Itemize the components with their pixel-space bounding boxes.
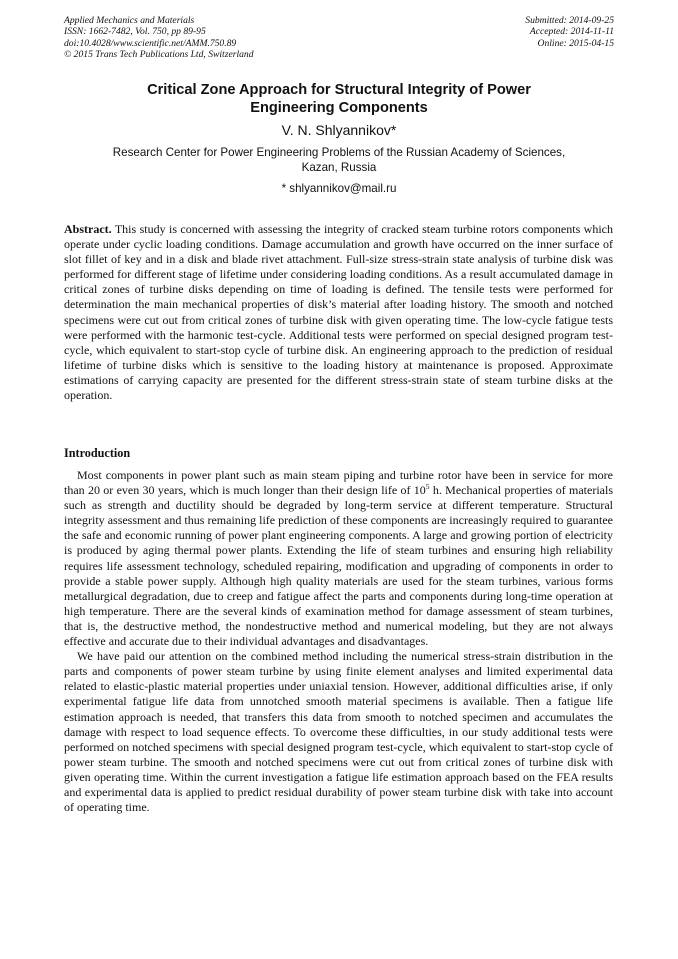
author-email[interactable]: * shlyannikov@mail.ru [281,182,397,195]
journal-issn: ISSN: 1662-7482, Vol. 750, pp 89-95 [64,26,206,38]
section-heading-introduction: Introduction [64,446,131,460]
journal-doi[interactable]: doi:10.4028/www.scientific.net/AMM.750.89 [64,37,237,49]
submitted-date: Submitted: 2014-09-25 [525,15,614,26]
intro-p1-text-a: Most components in power plant such as main steam piping and turbine rotor have been in service for more than 20 or even 30 years, which is much longer than their design life of 10 [64,468,613,498]
abstract [64,222,613,403]
intro-p1-text-b: h. Mechanical properties of materials such as strength and ductility should be degraded by long-term service at different temperature. Structural integrity assessment and thus remaining life prediction of these components are increasingly required to guarantee the safe and economic running of power plant engineering components. A large and growing portion of electricity is produced by aging thermal power plants. Extending the life of steam turbines and ensuring high reliability requires life assessment technology, scheduled repairing, modification and upgrading of components in order to provide a stable power supply. Although high quality materials are used for the steam turbines, various forms metallurgical degradation, due to creep and fatigue affect the parts and components during long-time operation at high temperature. There are the several kinds of examination method for damage assessment of steam turbines, that is, the destructive method, the nondestructive method and numerical modeling, but they are not always effective and accurate due to their individual advantages and disadvantages. [64,483,613,649]
intro-paragraph-2: We have paid our attention on the combined method including the numerical stress-strain distribution in the parts and components of power steam turbine by using finite element analyses and limited experimental data related to elastic-plastic material properties under uniaxial tension. However, additional difficulties arise, if only experimental fatigue life data from unnotched smooth material specimens is available. Then a fatigue life estimation approach is needed, that transfers this data from smooth to notched specimen and accumulates the damage with respect to load sequence effects. To overcome these difficulties, in our study additional tests were performed on notched specimens with special designed program test-cycle, which equivalent to start-stop cycle of power steam turbine. The smooth and notched specimens were cut out from critical zones of turbine disk with given operating time. Within the current investigation a fatigue life estimation approach based on the FEA results and experimental data is applied to predict residual durability of power steam turbine disk with take into account of operating time. [64,649,613,815]
abstract-text: This study is concerned with assessing the integrity of cracked steam turbine rotors components which operate under cyclic loading conditions. Damage accumulation and growth have occurred on the inner surface of slot fillet of key and in a disk and blade rivet attachment. Full-size stress-strain state analysis of turbine disk was performed for different stage of lifetime under considering loading conditions. As a result accumulated damage in critical zones of turbine disks depending on time of loading is defined. The tensile tests were performed for determination the main mechanical properties of disk’s material after loading history. The smooth and notched specimens were cut out from critical zones of turbine disk with given operating time. The low-cycle fatigue tests were performed with the harmonic test-cycle. Additional tests were performed on special designed program test-cycle, which equivalent to start-stop cycle of turbine disk. An engineering approach to the prediction of residual lifetime of turbine disks which is sensitive to the loading history at maintenance is proposed. Approximate estimations of carrying capacity are presented for the different stress-strain state of steam turbine disks at the operation. [64,222,613,403]
accepted-date: Accepted: 2014-11-11 [529,26,614,38]
affiliation-line-2: Kazan, Russia [301,160,377,174]
abstract-label: Abstract. [64,222,112,236]
title-block [64,81,614,196]
submission-dates [525,15,614,49]
paper-author: V. N. Shlyannikov* [281,122,397,138]
online-date: Online: 2015-04-15 [537,37,614,49]
introduction-body [64,468,613,815]
paper-title-line-2: Engineering Components [250,100,428,116]
author-affiliation [64,146,614,175]
paper-title-line-1: Critical Zone Approach for Structural Integrity of Power [147,82,531,98]
intro-paragraph-1 [64,468,613,649]
affiliation-line-1: Research Center for Power Engineering Problems of the Russian Academy of Sciences, [112,146,566,159]
journal-copyright: © 2015 Trans Tech Publications Ltd, Switzerland [64,49,254,61]
journal-name: Applied Mechanics and Materials [64,15,195,26]
paper-title [64,81,614,117]
intro-p1-superscript: 5 [425,482,430,492]
journal-header [64,15,254,61]
